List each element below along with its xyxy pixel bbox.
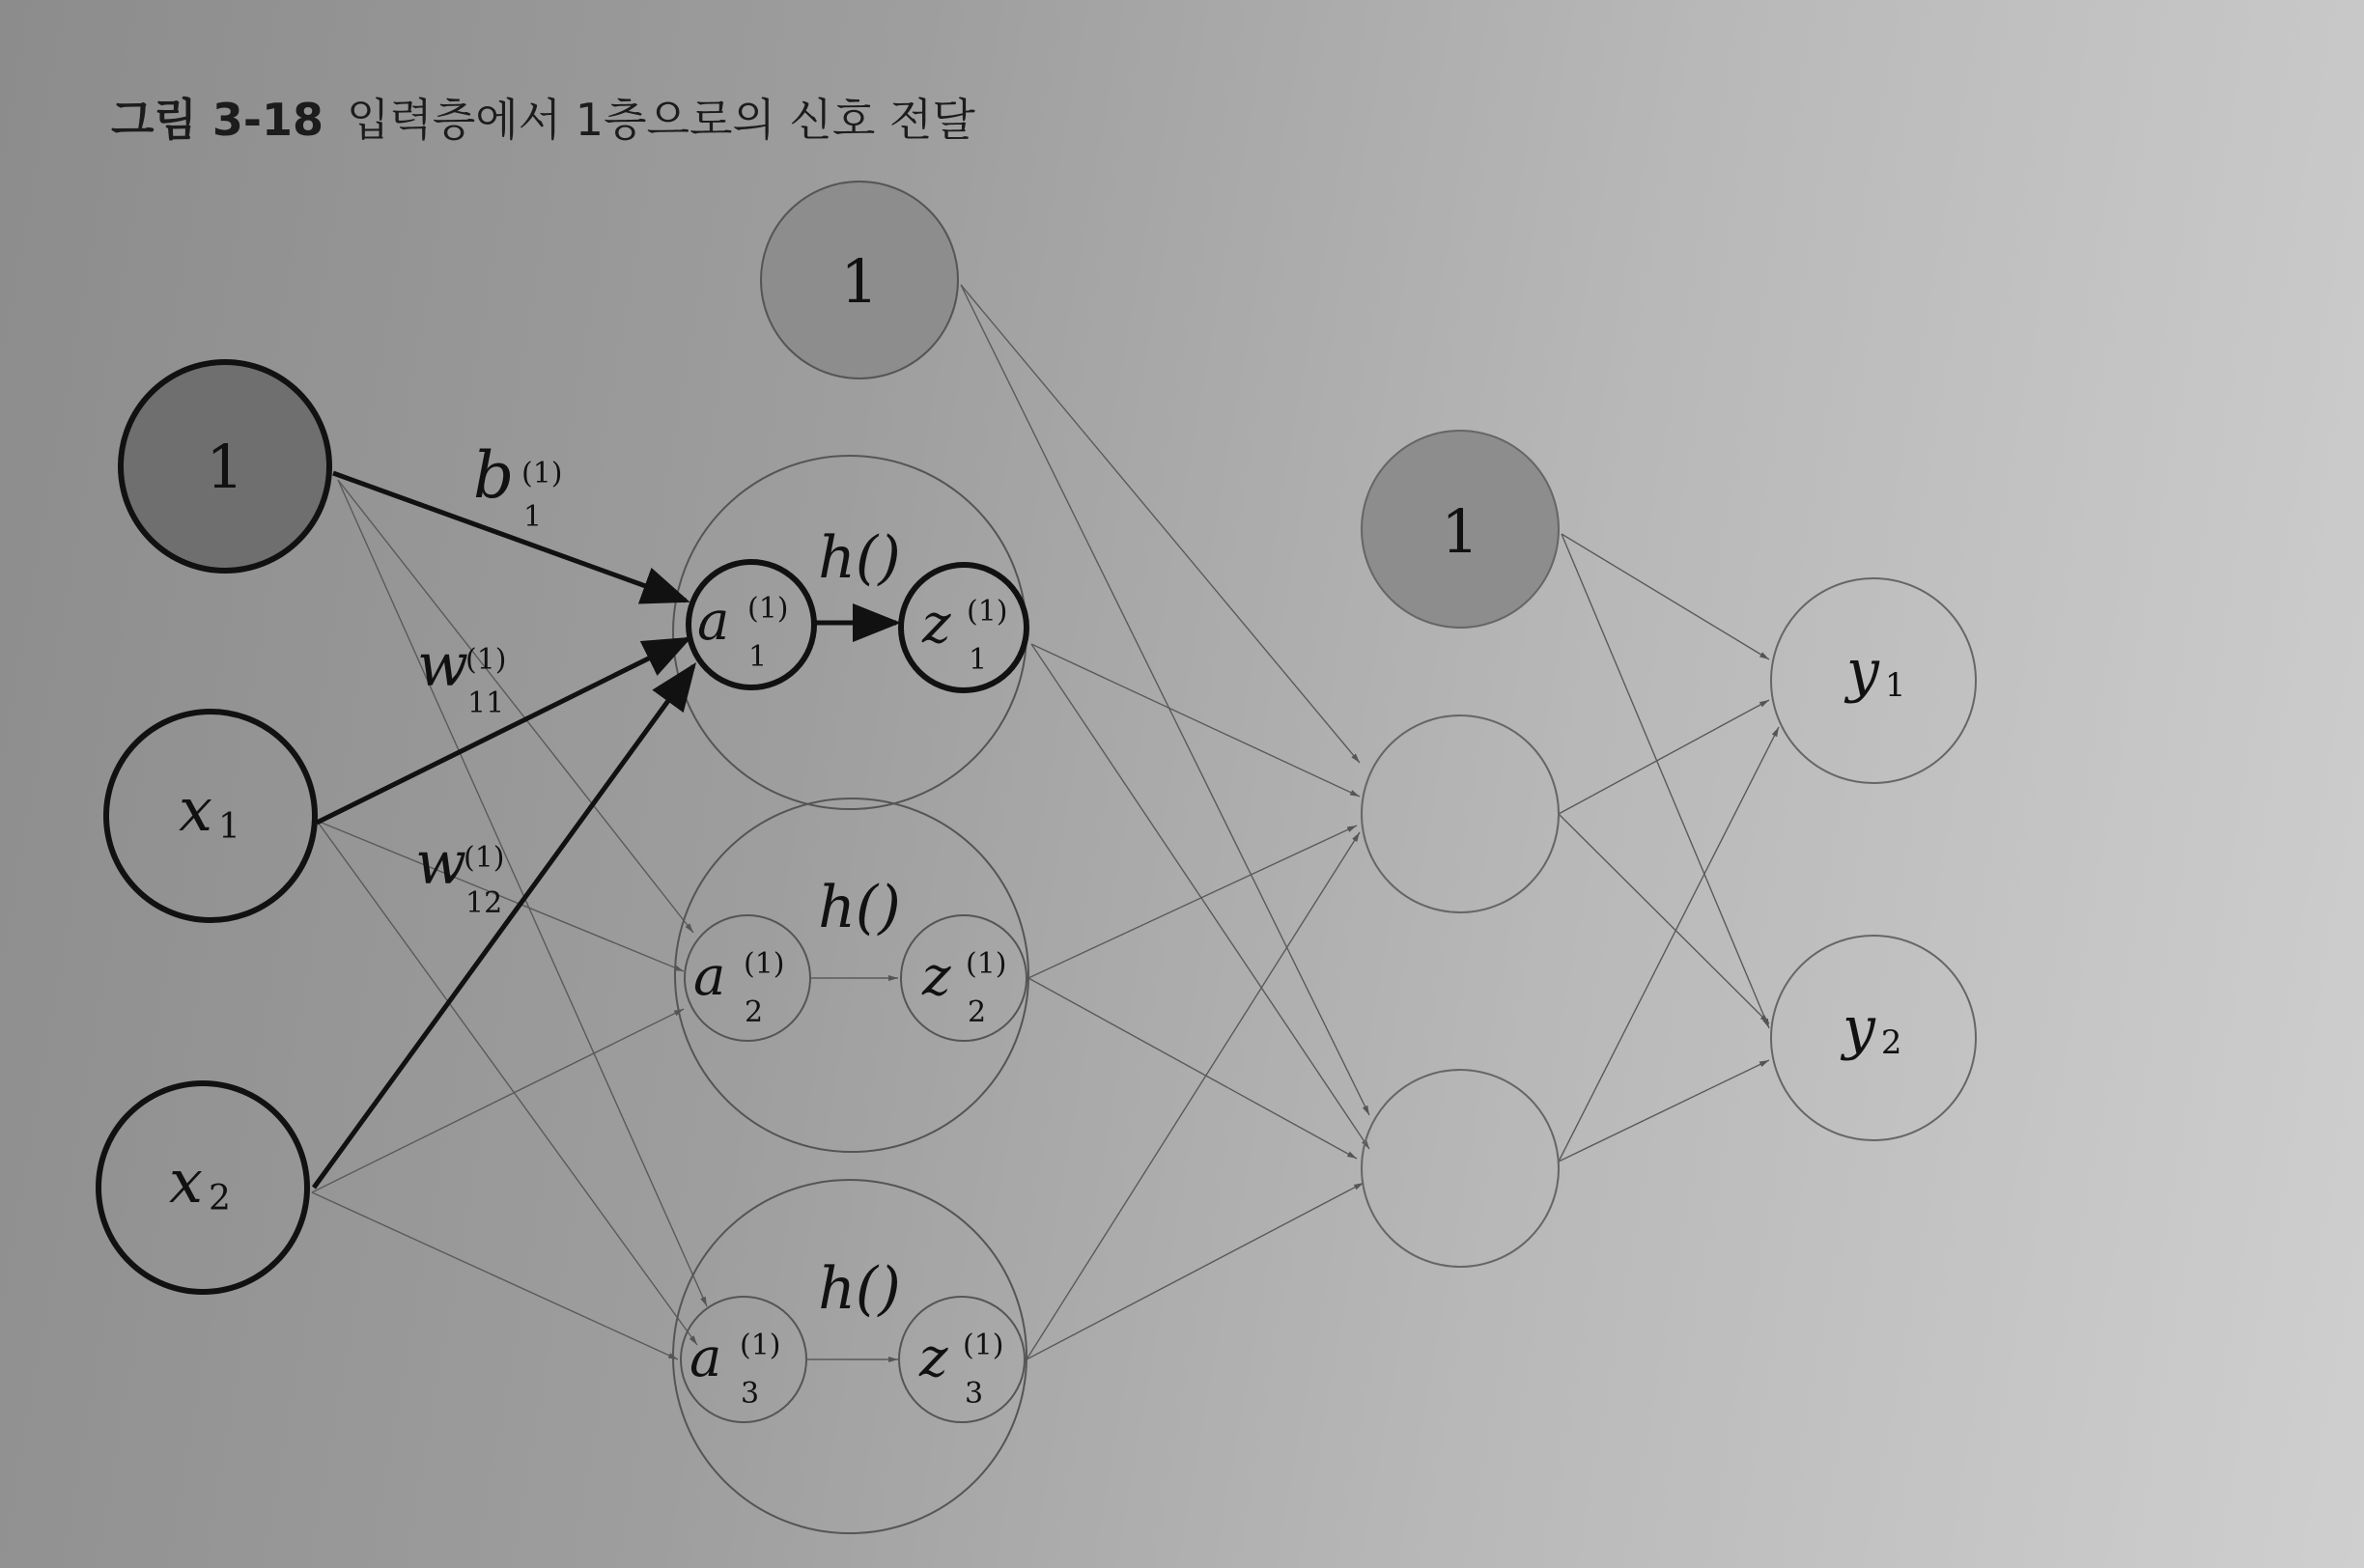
bias-label-input: 1 [206,432,244,502]
edge-z3-h2b [1027,1183,1364,1359]
z2-base: z [922,945,951,1008]
y2-label: y 2 [1843,994,1902,1062]
edge-bias2-y2 [1562,534,1769,1028]
edge-h2a-y1 [1559,700,1769,814]
w11-sup: (1) [465,643,507,677]
input-node-x2 [98,1083,307,1292]
y1-label: y 1 [1846,637,1906,705]
x1-label: x 1 [179,774,240,847]
edge-h2b-y2 [1559,1060,1769,1162]
b1-sup: (1) [521,457,563,490]
bias-label-hidden2: 1 [1441,496,1479,567]
edge-z2-h2a [1028,826,1357,978]
a2-sub: 2 [745,995,764,1029]
edge-x2-a3 [312,1192,678,1359]
z2-sup: (1) [966,947,1007,981]
b1-sub: 1 [523,500,543,534]
a1-sup: (1) [747,592,789,626]
z3-base: z [919,1327,948,1389]
a1-sub: 1 [748,640,768,674]
a2-base: a [693,945,726,1008]
z1-base: z [922,593,951,656]
edge-bias0-a2 [338,480,693,933]
a3-base: a [690,1327,722,1389]
z3-sub: 3 [965,1377,984,1411]
b1-label: b [473,438,515,513]
z1-sub: 1 [969,643,988,677]
figure-number: 그림 3-18 [111,94,324,146]
z3-node [899,1297,1025,1422]
edge-h2a-y2 [1559,814,1769,1023]
z2-node [901,915,1027,1041]
activation-label-2: h() [818,874,901,941]
w11-label: w [417,630,469,700]
edge-bias2-y1 [1562,534,1769,659]
edge-bias0-a3 [338,480,707,1306]
w12-sup: (1) [464,841,505,875]
z3-sup: (1) [963,1329,1004,1362]
a3-sup: (1) [740,1329,781,1362]
x2-label: x 2 [169,1146,231,1218]
z2-sub: 2 [968,995,987,1029]
w11-sub: 11 [467,686,505,720]
edge-x2-a1 [314,666,693,1188]
bias-label-hidden1: 1 [840,246,879,317]
z1-sup: (1) [967,595,1008,629]
activation-label-3: h() [818,1255,901,1323]
edge-x2-a2 [312,1009,684,1192]
a2-sup: (1) [744,947,785,981]
activation-label-1: h() [818,524,901,592]
hidden2-neuron-1 [1362,715,1559,912]
a3-sub: 3 [741,1377,760,1411]
labels [169,246,1906,1411]
bold-edges [314,473,896,1188]
w12-sub: 12 [465,886,503,920]
figure-title: 입력층에서 1층으로의 신호 전달 [347,94,975,146]
edge-h2b-y1 [1559,727,1779,1162]
a1-base: a [697,590,730,653]
w12-label: w [415,827,467,898]
edge-z2-h2b [1028,978,1357,1159]
z1-node [901,565,1027,690]
edge-z3-h2a [1027,832,1360,1359]
hidden2-neuron-2 [1362,1070,1559,1267]
edge-z1-h2a [1031,644,1360,797]
